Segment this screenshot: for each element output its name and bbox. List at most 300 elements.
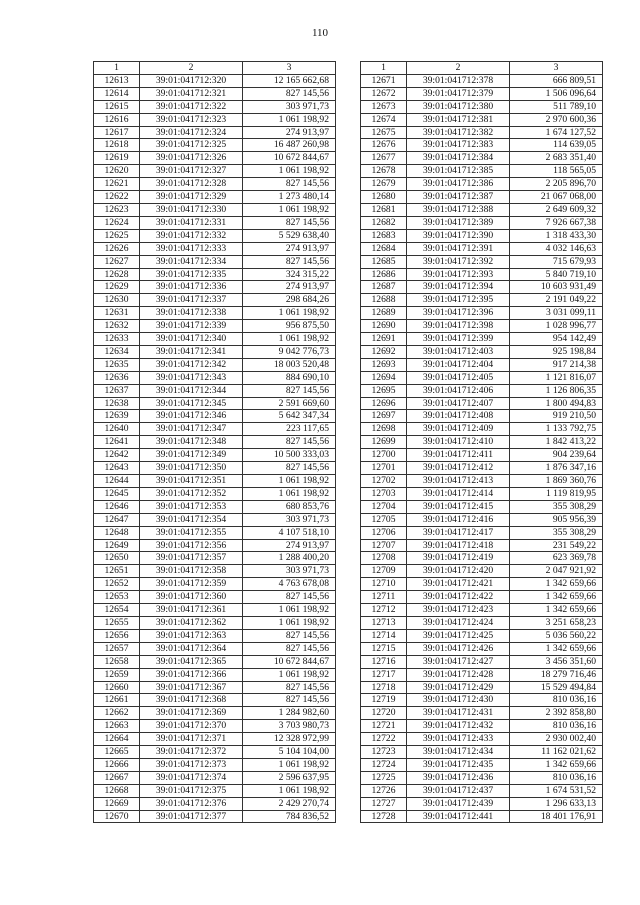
cadastral-number-cell: 39:01:041712:322 — [140, 100, 243, 113]
row-number-cell: 12663 — [94, 720, 140, 733]
row-number-cell: 12690 — [361, 320, 407, 333]
row-number-cell: 12660 — [94, 681, 140, 694]
table-row — [94, 526, 336, 539]
value-cell: 1 133 792,75 — [510, 423, 603, 436]
row-number-cell: 12680 — [361, 191, 407, 204]
value-cell: 303 971,73 — [243, 513, 336, 526]
table-row — [94, 216, 336, 229]
cadastral-number-cell: 39:01:041712:346 — [140, 410, 243, 423]
row-number-cell: 12619 — [94, 152, 140, 165]
table-row — [361, 746, 603, 759]
row-number-cell: 12718 — [361, 681, 407, 694]
table-row — [94, 655, 336, 668]
value-cell: 18 401 176,91 — [510, 810, 603, 823]
row-number-cell: 12726 — [361, 784, 407, 797]
table-row — [361, 629, 603, 642]
table-row — [361, 810, 603, 823]
table-row — [361, 345, 603, 358]
value-cell: 956 875,50 — [243, 320, 336, 333]
row-number-cell: 12644 — [94, 475, 140, 488]
value-cell: 827 145,56 — [243, 642, 336, 655]
table-row — [361, 604, 603, 617]
table-row — [94, 87, 336, 100]
row-number-cell: 12643 — [94, 462, 140, 475]
value-cell: 5 036 560,22 — [510, 629, 603, 642]
cadastral-number-cell: 39:01:041712:373 — [140, 758, 243, 771]
row-number-cell: 12664 — [94, 733, 140, 746]
value-cell: 1 061 198,92 — [243, 668, 336, 681]
value-cell: 905 956,39 — [510, 513, 603, 526]
table-row — [361, 487, 603, 500]
cadastral-number-cell: 39:01:041712:355 — [140, 526, 243, 539]
cadastral-number-cell: 39:01:041712:417 — [407, 526, 510, 539]
table-row — [94, 74, 336, 87]
value-cell: 827 145,56 — [243, 255, 336, 268]
cadastral-number-cell: 39:01:041712:414 — [407, 487, 510, 500]
table-row — [94, 410, 336, 423]
column-header: 3 — [243, 62, 336, 75]
cadastral-number-cell: 39:01:041712:377 — [140, 810, 243, 823]
row-number-cell: 12676 — [361, 139, 407, 152]
row-number-cell: 12633 — [94, 333, 140, 346]
cadastral-number-cell: 39:01:041712:331 — [140, 216, 243, 229]
data-table-left — [93, 61, 336, 823]
row-number-cell: 12694 — [361, 371, 407, 384]
table-header-row — [94, 62, 336, 75]
value-cell: 5 840 719,10 — [510, 268, 603, 281]
cadastral-number-cell: 39:01:041712:424 — [407, 616, 510, 629]
cadastral-number-cell: 39:01:041712:375 — [140, 784, 243, 797]
column-header: 1 — [94, 62, 140, 75]
table-row — [361, 500, 603, 513]
value-cell: 21 067 068,00 — [510, 191, 603, 204]
table-row — [361, 178, 603, 191]
table-row — [361, 242, 603, 255]
row-number-cell: 12614 — [94, 87, 140, 100]
cadastral-number-cell: 39:01:041712:399 — [407, 333, 510, 346]
row-number-cell: 12616 — [94, 113, 140, 126]
row-number-cell: 12635 — [94, 358, 140, 371]
value-cell: 2 970 600,36 — [510, 113, 603, 126]
table-row — [94, 229, 336, 242]
table-row — [94, 191, 336, 204]
row-number-cell: 12705 — [361, 513, 407, 526]
table-row — [361, 668, 603, 681]
table-row — [94, 436, 336, 449]
table-row — [361, 423, 603, 436]
value-cell: 810 036,16 — [510, 771, 603, 784]
cadastral-number-cell: 39:01:041712:421 — [407, 578, 510, 591]
cadastral-number-cell: 39:01:041712:338 — [140, 307, 243, 320]
value-cell: 5 642 347,34 — [243, 410, 336, 423]
table-row — [94, 294, 336, 307]
value-cell: 1 061 198,92 — [243, 487, 336, 500]
value-cell: 827 145,56 — [243, 87, 336, 100]
column-header: 1 — [361, 62, 407, 75]
cadastral-number-cell: 39:01:041712:437 — [407, 784, 510, 797]
cadastral-number-cell: 39:01:041712:353 — [140, 500, 243, 513]
row-number-cell: 12707 — [361, 539, 407, 552]
value-cell: 118 565,05 — [510, 165, 603, 178]
value-cell: 2 591 669,60 — [243, 397, 336, 410]
table-row — [94, 345, 336, 358]
row-number-cell: 12696 — [361, 397, 407, 410]
value-cell: 5 529 638,40 — [243, 229, 336, 242]
column-header: 3 — [510, 62, 603, 75]
table-row — [94, 694, 336, 707]
cadastral-number-cell: 39:01:041712:381 — [407, 113, 510, 126]
row-number-cell: 12708 — [361, 552, 407, 565]
table-row — [361, 565, 603, 578]
row-number-cell: 12632 — [94, 320, 140, 333]
cadastral-number-cell: 39:01:041712:386 — [407, 178, 510, 191]
cadastral-number-cell: 39:01:041712:326 — [140, 152, 243, 165]
value-cell: 1 061 198,92 — [243, 165, 336, 178]
value-cell: 1 061 198,92 — [243, 758, 336, 771]
cadastral-number-cell: 39:01:041712:362 — [140, 616, 243, 629]
data-table-right — [360, 61, 603, 823]
cadastral-number-cell: 39:01:041712:332 — [140, 229, 243, 242]
table-row — [94, 784, 336, 797]
table-row — [361, 320, 603, 333]
row-number-cell: 12693 — [361, 358, 407, 371]
value-cell: 7 926 667,38 — [510, 216, 603, 229]
cadastral-number-cell: 39:01:041712:389 — [407, 216, 510, 229]
cadastral-number-cell: 39:01:041712:330 — [140, 203, 243, 216]
row-number-cell: 12683 — [361, 229, 407, 242]
table-row — [94, 371, 336, 384]
cadastral-number-cell: 39:01:041712:370 — [140, 720, 243, 733]
row-number-cell: 12627 — [94, 255, 140, 268]
cadastral-number-cell: 39:01:041712:416 — [407, 513, 510, 526]
cadastral-number-cell: 39:01:041712:378 — [407, 74, 510, 87]
table-row — [94, 462, 336, 475]
row-number-cell: 12681 — [361, 203, 407, 216]
value-cell: 1 342 659,66 — [510, 758, 603, 771]
table-row — [361, 358, 603, 371]
row-number-cell: 12650 — [94, 552, 140, 565]
value-cell: 810 036,16 — [510, 694, 603, 707]
cadastral-number-cell: 39:01:041712:383 — [407, 139, 510, 152]
table-row — [361, 165, 603, 178]
row-number-cell: 12685 — [361, 255, 407, 268]
table-row — [94, 681, 336, 694]
row-number-cell: 12711 — [361, 591, 407, 604]
value-cell: 954 142,49 — [510, 333, 603, 346]
cadastral-number-cell: 39:01:041712:395 — [407, 294, 510, 307]
row-number-cell: 12669 — [94, 797, 140, 810]
value-cell: 784 836,52 — [243, 810, 336, 823]
value-cell: 827 145,56 — [243, 436, 336, 449]
row-number-cell: 12637 — [94, 384, 140, 397]
table-row — [361, 126, 603, 139]
value-cell: 3 703 980,73 — [243, 720, 336, 733]
row-number-cell: 12638 — [94, 397, 140, 410]
table-row — [94, 629, 336, 642]
value-cell: 10 672 844,67 — [243, 655, 336, 668]
cadastral-number-cell: 39:01:041712:418 — [407, 539, 510, 552]
value-cell: 1 061 198,92 — [243, 113, 336, 126]
row-number-cell: 12672 — [361, 87, 407, 100]
row-number-cell: 12657 — [94, 642, 140, 655]
value-cell: 917 214,38 — [510, 358, 603, 371]
table-row — [94, 771, 336, 784]
value-cell: 274 913,97 — [243, 242, 336, 255]
row-number-cell: 12723 — [361, 746, 407, 759]
value-cell: 4 107 518,10 — [243, 526, 336, 539]
cadastral-number-cell: 39:01:041712:411 — [407, 449, 510, 462]
table-row — [94, 100, 336, 113]
table-row — [94, 578, 336, 591]
cadastral-number-cell: 39:01:041712:359 — [140, 578, 243, 591]
value-cell: 5 104 104,00 — [243, 746, 336, 759]
column-header: 2 — [140, 62, 243, 75]
table-row — [361, 655, 603, 668]
row-number-cell: 12721 — [361, 720, 407, 733]
table-row — [361, 591, 603, 604]
value-cell: 884 690,10 — [243, 371, 336, 384]
cadastral-number-cell: 39:01:041712:398 — [407, 320, 510, 333]
cadastral-number-cell: 39:01:041712:340 — [140, 333, 243, 346]
cadastral-number-cell: 39:01:041712:339 — [140, 320, 243, 333]
cadastral-number-cell: 39:01:041712:357 — [140, 552, 243, 565]
cadastral-number-cell: 39:01:041712:441 — [407, 810, 510, 823]
value-cell: 298 684,26 — [243, 294, 336, 307]
row-number-cell: 12641 — [94, 436, 140, 449]
value-cell: 1 273 480,14 — [243, 191, 336, 204]
cadastral-number-cell: 39:01:041712:334 — [140, 255, 243, 268]
value-cell: 355 308,29 — [510, 526, 603, 539]
row-number-cell: 12720 — [361, 707, 407, 720]
value-cell: 3 251 658,23 — [510, 616, 603, 629]
table-row — [361, 203, 603, 216]
cadastral-number-cell: 39:01:041712:352 — [140, 487, 243, 500]
value-cell: 680 853,76 — [243, 500, 336, 513]
row-number-cell: 12673 — [361, 100, 407, 113]
cadastral-number-cell: 39:01:041712:433 — [407, 733, 510, 746]
cadastral-number-cell: 39:01:041712:350 — [140, 462, 243, 475]
value-cell: 2 205 896,70 — [510, 178, 603, 191]
table-row — [94, 139, 336, 152]
row-number-cell: 12692 — [361, 345, 407, 358]
cadastral-number-cell: 39:01:041712:406 — [407, 384, 510, 397]
value-cell: 827 145,56 — [243, 694, 336, 707]
table-row — [361, 720, 603, 733]
value-cell: 1 342 659,66 — [510, 604, 603, 617]
row-number-cell: 12640 — [94, 423, 140, 436]
cadastral-number-cell: 39:01:041712:384 — [407, 152, 510, 165]
cadastral-number-cell: 39:01:041712:354 — [140, 513, 243, 526]
row-number-cell: 12621 — [94, 178, 140, 191]
cadastral-number-cell: 39:01:041712:428 — [407, 668, 510, 681]
table-row — [361, 552, 603, 565]
row-number-cell: 12642 — [94, 449, 140, 462]
value-cell: 1 119 819,95 — [510, 487, 603, 500]
row-number-cell: 12704 — [361, 500, 407, 513]
row-number-cell: 12651 — [94, 565, 140, 578]
cadastral-number-cell: 39:01:041712:405 — [407, 371, 510, 384]
cadastral-number-cell: 39:01:041712:365 — [140, 655, 243, 668]
row-number-cell: 12727 — [361, 797, 407, 810]
value-cell: 1 342 659,66 — [510, 642, 603, 655]
row-number-cell: 12713 — [361, 616, 407, 629]
row-number-cell: 12724 — [361, 758, 407, 771]
row-number-cell: 12725 — [361, 771, 407, 784]
cadastral-number-cell: 39:01:041712:343 — [140, 371, 243, 384]
value-cell: 810 036,16 — [510, 720, 603, 733]
table-row — [94, 539, 336, 552]
value-cell: 2 649 609,32 — [510, 203, 603, 216]
row-number-cell: 12626 — [94, 242, 140, 255]
value-cell: 2 683 351,40 — [510, 152, 603, 165]
value-cell: 303 971,73 — [243, 565, 336, 578]
value-cell: 1 342 659,66 — [510, 578, 603, 591]
cadastral-number-cell: 39:01:041712:376 — [140, 797, 243, 810]
table-row — [361, 797, 603, 810]
value-cell: 1 061 198,92 — [243, 333, 336, 346]
table-row — [361, 307, 603, 320]
cadastral-number-cell: 39:01:041712:439 — [407, 797, 510, 810]
row-number-cell: 12617 — [94, 126, 140, 139]
cadastral-number-cell: 39:01:041712:363 — [140, 629, 243, 642]
value-cell: 1 061 198,92 — [243, 307, 336, 320]
value-cell: 1 342 659,66 — [510, 591, 603, 604]
row-number-cell: 12699 — [361, 436, 407, 449]
value-cell: 2 930 002,40 — [510, 733, 603, 746]
value-cell: 1 061 198,92 — [243, 203, 336, 216]
row-number-cell: 12701 — [361, 462, 407, 475]
cadastral-number-cell: 39:01:041712:372 — [140, 746, 243, 759]
table-row — [94, 165, 336, 178]
cadastral-number-cell: 39:01:041712:429 — [407, 681, 510, 694]
table-row — [94, 242, 336, 255]
row-number-cell: 12639 — [94, 410, 140, 423]
row-number-cell: 12686 — [361, 268, 407, 281]
value-cell: 1 288 400,20 — [243, 552, 336, 565]
row-number-cell: 12717 — [361, 668, 407, 681]
value-cell: 355 308,29 — [510, 500, 603, 513]
cadastral-number-cell: 39:01:041712:320 — [140, 74, 243, 87]
cadastral-number-cell: 39:01:041712:358 — [140, 565, 243, 578]
row-number-cell: 12661 — [94, 694, 140, 707]
table-row — [94, 268, 336, 281]
cadastral-number-cell: 39:01:041712:404 — [407, 358, 510, 371]
cadastral-number-cell: 39:01:041712:392 — [407, 255, 510, 268]
value-cell: 1 061 198,92 — [243, 475, 336, 488]
cadastral-number-cell: 39:01:041712:427 — [407, 655, 510, 668]
table-row — [361, 371, 603, 384]
table-row — [361, 100, 603, 113]
value-cell: 1 296 633,13 — [510, 797, 603, 810]
table-row — [94, 423, 336, 436]
cadastral-number-cell: 39:01:041712:380 — [407, 100, 510, 113]
value-cell: 274 913,97 — [243, 126, 336, 139]
value-cell: 1 061 198,92 — [243, 784, 336, 797]
row-number-cell: 12613 — [94, 74, 140, 87]
value-cell: 274 913,97 — [243, 539, 336, 552]
row-number-cell: 12653 — [94, 591, 140, 604]
table-row — [94, 720, 336, 733]
column-header: 2 — [407, 62, 510, 75]
table-row — [361, 397, 603, 410]
row-number-cell: 12703 — [361, 487, 407, 500]
row-number-cell: 12654 — [94, 604, 140, 617]
cadastral-number-cell: 39:01:041712:385 — [407, 165, 510, 178]
value-cell: 18 003 520,48 — [243, 358, 336, 371]
cadastral-number-cell: 39:01:041712:403 — [407, 345, 510, 358]
cadastral-number-cell: 39:01:041712:393 — [407, 268, 510, 281]
value-cell: 9 042 776,73 — [243, 345, 336, 358]
value-cell: 2 429 270,74 — [243, 797, 336, 810]
row-number-cell: 12662 — [94, 707, 140, 720]
cadastral-number-cell: 39:01:041712:369 — [140, 707, 243, 720]
cadastral-number-cell: 39:01:041712:351 — [140, 475, 243, 488]
row-number-cell: 12728 — [361, 810, 407, 823]
cadastral-number-cell: 39:01:041712:321 — [140, 87, 243, 100]
row-number-cell: 12628 — [94, 268, 140, 281]
table-row — [94, 758, 336, 771]
table-row — [361, 74, 603, 87]
value-cell: 827 145,56 — [243, 591, 336, 604]
table-row — [361, 139, 603, 152]
cadastral-number-cell: 39:01:041712:327 — [140, 165, 243, 178]
row-number-cell: 12665 — [94, 746, 140, 759]
table-row — [361, 191, 603, 204]
cadastral-number-cell: 39:01:041712:431 — [407, 707, 510, 720]
cadastral-number-cell: 39:01:041712:382 — [407, 126, 510, 139]
cadastral-number-cell: 39:01:041712:413 — [407, 475, 510, 488]
value-cell: 12 328 972,99 — [243, 733, 336, 746]
cadastral-number-cell: 39:01:041712:374 — [140, 771, 243, 784]
table-row — [361, 707, 603, 720]
value-cell: 114 639,05 — [510, 139, 603, 152]
row-number-cell: 12671 — [361, 74, 407, 87]
table-row — [361, 578, 603, 591]
value-cell: 1 800 494,83 — [510, 397, 603, 410]
row-number-cell: 12679 — [361, 178, 407, 191]
table-row — [361, 694, 603, 707]
cadastral-number-cell: 39:01:041712:333 — [140, 242, 243, 255]
cadastral-number-cell: 39:01:041712:371 — [140, 733, 243, 746]
row-number-cell: 12630 — [94, 294, 140, 307]
row-number-cell: 12647 — [94, 513, 140, 526]
table-row — [361, 462, 603, 475]
value-cell: 1 121 816,07 — [510, 371, 603, 384]
table-row — [361, 281, 603, 294]
table-row — [94, 281, 336, 294]
cadastral-number-cell: 39:01:041712:387 — [407, 191, 510, 204]
value-cell: 715 679,93 — [510, 255, 603, 268]
value-cell: 1 876 347,16 — [510, 462, 603, 475]
table-row — [361, 758, 603, 771]
row-number-cell: 12710 — [361, 578, 407, 591]
row-number-cell: 12712 — [361, 604, 407, 617]
row-number-cell: 12620 — [94, 165, 140, 178]
row-number-cell: 12618 — [94, 139, 140, 152]
table-row — [94, 552, 336, 565]
value-cell: 2 392 858,80 — [510, 707, 603, 720]
cadastral-number-cell: 39:01:041712:360 — [140, 591, 243, 604]
row-number-cell: 12658 — [94, 655, 140, 668]
cadastral-number-cell: 39:01:041712:325 — [140, 139, 243, 152]
value-cell: 1 318 433,30 — [510, 229, 603, 242]
cadastral-number-cell: 39:01:041712:394 — [407, 281, 510, 294]
table-row — [94, 733, 336, 746]
row-number-cell: 12715 — [361, 642, 407, 655]
cadastral-number-cell: 39:01:041712:426 — [407, 642, 510, 655]
cadastral-number-cell: 39:01:041712:324 — [140, 126, 243, 139]
row-number-cell: 12695 — [361, 384, 407, 397]
